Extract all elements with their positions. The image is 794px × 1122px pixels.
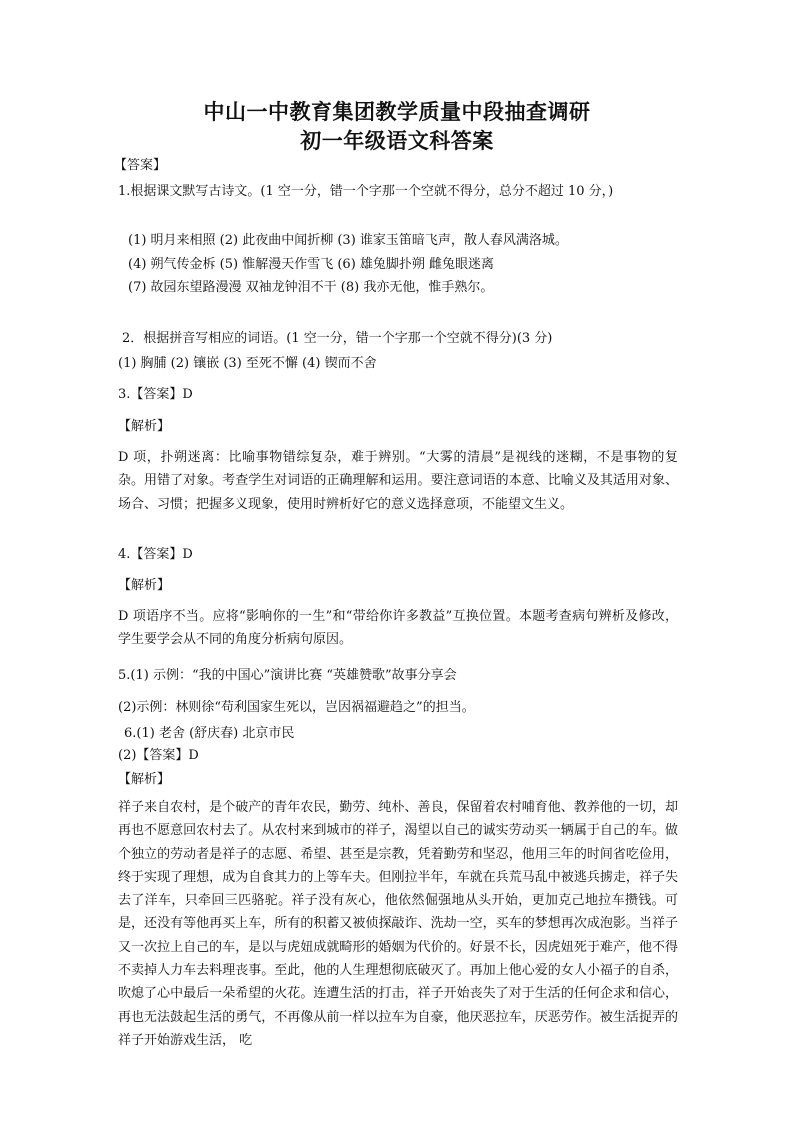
document-title: 中山一中教育集团教学质量中段抽查调研 — [203, 100, 591, 124]
q6-part2-answer: (2)【答案】D — [118, 748, 199, 763]
q1-answer-row: (7) 故园东望路漫漫 双袖龙钟泪不干 (8) 我亦无他，惟手熟尔。 — [128, 280, 494, 295]
q6-part1: 6.(1) 老舍 (舒庆春) 北京市民 — [124, 726, 295, 741]
q6-analysis-label: 【解析】 — [118, 772, 171, 787]
q1-answer-row: (1) 明月来相照 (2) 此夜曲中闻折柳 (3) 谁家玉笛暗飞声，散人春风满洛城。 — [128, 233, 568, 248]
q1-answer-row: (4) 朔气传金柝 (5) 惟解漫天作雪飞 (6) 雄兔脚扑朔 雌兔眼迷离 — [128, 257, 495, 272]
q4-analysis-text: D 项语序不当。应将“影响你的一生”和“带给你许多教益”互换位置。本题考查病句辨析及修改，学生要学会从不同的角度分析病句原因。 — [118, 609, 678, 648]
q5-part1: 5.(1) 示例：“我的中国心”演讲比赛 “英雄赞歌”故事分享会 — [118, 668, 457, 683]
q6-analysis-text: 祥子来自农村，是个破产的青年农民，勤劳、纯朴、善良，保留着农村哺育他、教养他的一切，却再也不愿意回农村去了。从农村来到城市的祥子，渴望以自己的诚实劳动买一辆属于自己的车。做个独立的劳动者是祥子的志愿、希望、甚至是宗教，凭着勤劳和坚忍，他用三年的时间省吃俭用，终于实现了理想，成为自食其力的上等车夫。但刚拉半年，车就在兵荒马乱中被逃兵掳走，祥子失去了洋车，只牵回三匹骆驼。祥子没有灰心，他依然倔强地从头开始，更加克己地拉车攒钱。可是，还没有等他再买上车，所有的积蓄又被侦探敲诈、洗劫一空，买车的梦想再次成泡影。当祥子又一次拉上自己的车，是以与虎妞成就畸形的婚姻为代价的。好景不长，因虎妞死于难产，他不得不卖掉人力车去料理丧事。至此，他的人生理想彻底破灭了。再加上他心爱的女人小福子的自杀，吹熄了心中最后一朵希望的火花。连遭生活的打击，祥子开始丧失了对于生活的任何企求和信心，再也无法鼓起生活的勇气，不再像从前一样以拉车为自豪，他厌恶拉车，厌恶劳作。被生活捉弄的祥子开始游戏生活， 吃 — [118, 800, 678, 1048]
q2-prompt: 2．根据拼音写相应的词语。(1 空一分，错一个字那一个空就不得分)(3 分) — [122, 331, 553, 346]
q5-part2: (2)示例：林则徐“苟利国家生死以，岂因祸福避趋之”的担当。 — [118, 700, 475, 715]
q1-prompt: 1.根据课文默写古诗文。(1 空一分，错一个字那一个空就不得分，总分不超过 10 分，) — [118, 184, 614, 199]
answer-header: 【答案】 — [114, 158, 167, 173]
q3-answer: 3.【答案】D — [118, 387, 193, 402]
q3-analysis-label: 【解析】 — [118, 419, 171, 434]
q4-analysis-label: 【解析】 — [118, 578, 171, 593]
q3-analysis-text: D 项，扑朔迷离：比喻事物错综复杂，难于辨别。“大雾的清晨”是视线的迷糊，不是事物的复杂。用错了对象。考查学生对词语的正确理解和运用。要注意词语的本意、比喻义及其适用对象、场合、习惯；把握多义现象，使用时辨析好它的意义选择意项，不能望文生义。 — [118, 450, 678, 512]
q2-answer: (1) 胸脯 (2) 镶嵌 (3) 至死不懈 (4) 锲而不舍 — [118, 356, 377, 371]
q4-answer: 4.【答案】D — [118, 547, 193, 562]
document-subtitle: 初一年级语文科答案 — [300, 129, 494, 153]
